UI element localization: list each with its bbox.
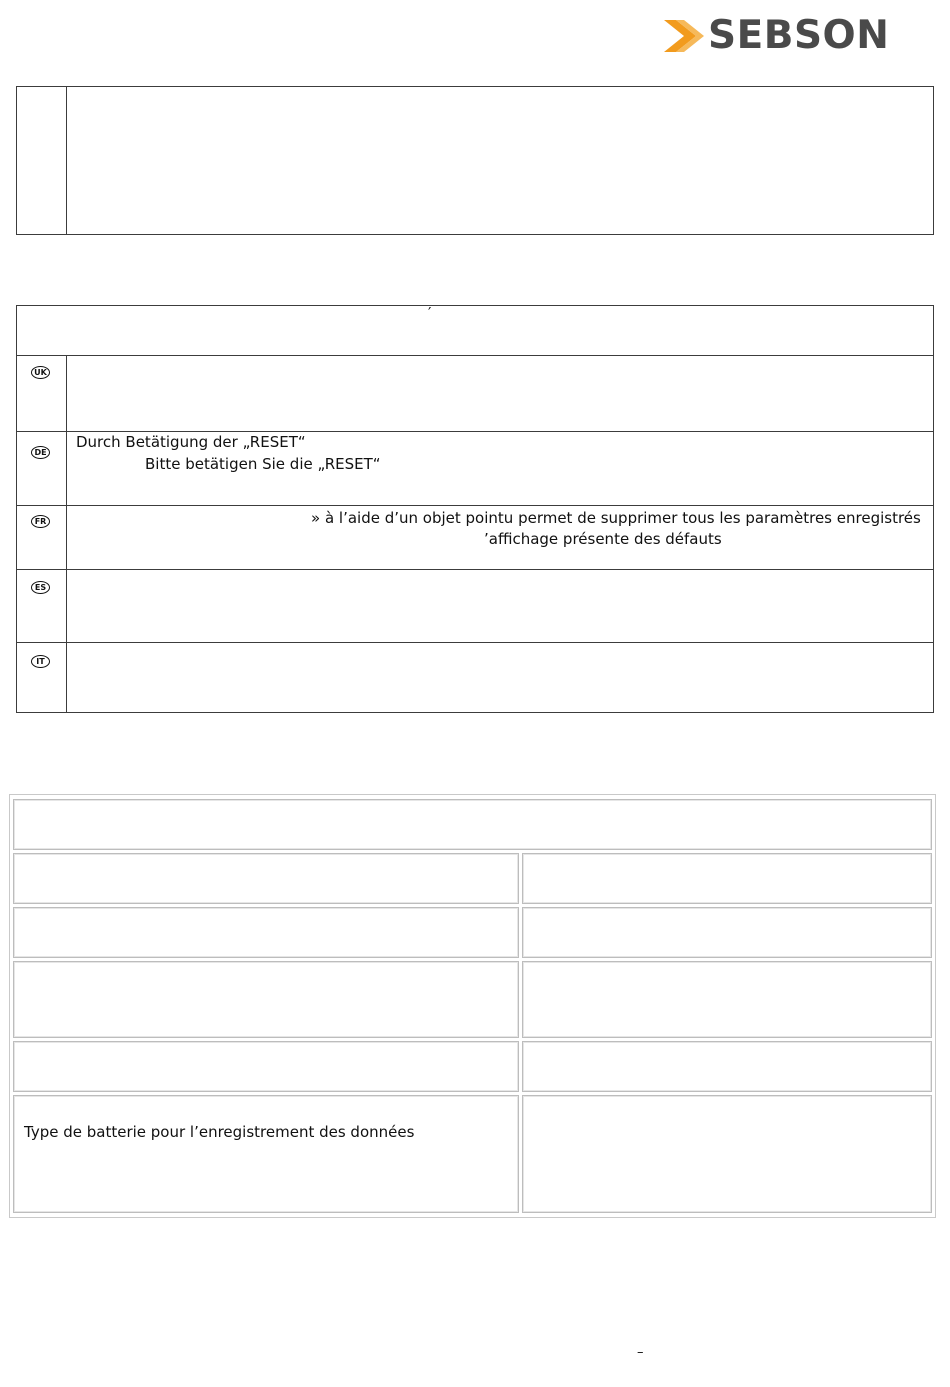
spec-value-cell [522,961,932,1038]
de-reset-line-2: Bitte betätigen Sie die „RESET“ [145,455,381,473]
battery-type-label: Type de batterie pour l’enregistrement des données [24,1123,415,1141]
row-separator [16,355,934,356]
spec-label-cell [13,1041,519,1092]
double-chevron-logo-icon [662,16,706,56]
fr-flag-icon: FR [31,515,50,528]
row-separator [16,505,934,506]
es-flag-icon: ES [31,581,50,594]
spec-label-cell [13,961,519,1038]
row-separator [16,642,934,643]
top-box-divider [66,86,67,235]
it-flag-icon: IT [31,655,50,668]
top-info-box [16,86,934,235]
row-separator [16,431,934,432]
spec-value-cell [522,1095,932,1213]
fr-reset-line-2: ’affichage présente des défauts [484,530,722,548]
lang-column-divider [66,355,67,713]
row-separator [16,569,934,570]
brand-name: SEBSON [708,13,890,58]
de-flag-icon: DE [31,446,50,459]
uk-flag-icon: UK [31,366,50,379]
fr-reset-line-1: » à l’aide d’un objet pointu permet de supprimer tous les paramètres enregistrés [311,509,921,527]
reset-table-header-mark: ′ [428,304,432,322]
spec-value-cell [522,907,932,958]
spec-label-cell [13,907,519,958]
spec-label-cell [13,1095,519,1213]
page-number-mark: – [637,1345,644,1360]
de-reset-line-1: Durch Betätigung der „RESET“ [76,433,306,451]
sebson-logo [662,13,890,58]
spec-value-cell [522,853,932,904]
spec-table-header-cell [13,799,932,850]
spec-label-cell [13,853,519,904]
spec-value-cell [522,1041,932,1092]
